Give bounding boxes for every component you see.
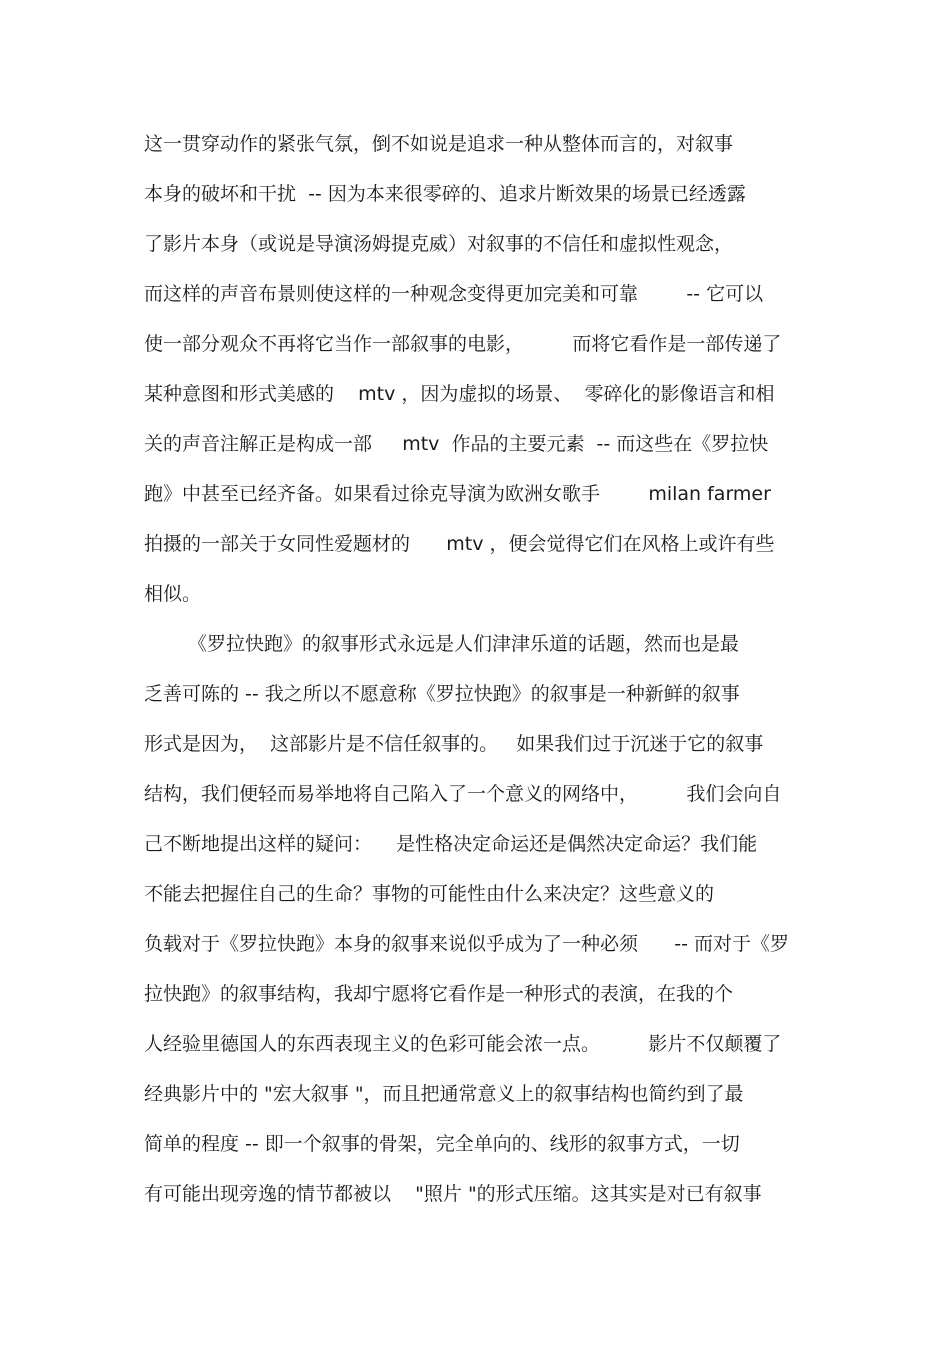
text-line: 有可能出现旁逸的情节都被以 "照片 "的形式压缩。这其实是对已有叙事 bbox=[144, 1183, 762, 1205]
text-line: 形式是因为， 这部影片是不信任叙事的。 如果我们过于沉迷于它的叙事 bbox=[144, 733, 764, 755]
text-line: 而这样的声音布景则使这样的一种观念变得更加完美和可靠 -- 它可以 bbox=[144, 283, 764, 305]
text-line: 简单的程度 -- 即一个叙事的骨架，完全单向的、线形的叙事方式，一切 bbox=[144, 1133, 740, 1155]
text-line: 本身的破坏和干扰 -- 因为本来很零碎的、追求片断效果的场景已经透露 bbox=[144, 183, 746, 205]
text-line: 己不断地提出这样的疑问： 是性格决定命运还是偶然决定命运？我们能 bbox=[144, 833, 758, 855]
text-line: 使一部分观众不再将它当作一部叙事的电影， 而将它看作是一部传递了 bbox=[144, 333, 782, 355]
text-line: 《罗拉快跑》的叙事形式永远是人们津津乐道的话题，然而也是最 bbox=[188, 633, 740, 655]
text-line: 不能去把握住自己的生命？事物的可能性由什么来决定？这些意义的 bbox=[144, 883, 715, 905]
text-line: 人经验里德国人的东西表现主义的色彩可能会浓一点。 影片不仅颠覆了 bbox=[144, 1033, 782, 1055]
text-line: 关的声音注解正是构成一部 mtv 作品的主要元素 -- 而这些在《罗拉快 bbox=[144, 433, 769, 455]
text-line: 乏善可陈的 -- 我之所以不愿意称《罗拉快跑》的叙事是一种新鲜的叙事 bbox=[144, 683, 740, 705]
text-line: 拉快跑》的叙事结构，我却宁愿将它看作是一种形式的表演，在我的个 bbox=[144, 983, 734, 1005]
text-line: 结构，我们便轻而易举地将自己陷入了一个意义的网络中， 我们会向自 bbox=[144, 783, 782, 805]
text-line: 某种意图和形式美感的 mtv ，因为虚拟的场景、 零碎化的影像语言和相 bbox=[144, 383, 775, 405]
text-line: 这一贯穿动作的紧张气氛，倒不如说是追求一种从整体而言的，对叙事 bbox=[144, 133, 734, 155]
text-line: 相似。 bbox=[144, 583, 202, 605]
body-text bbox=[144, 126, 824, 1226]
text-line: 了影片本身（或说是导演汤姆提克威）对叙事的不信任和虚拟性观念， bbox=[144, 233, 734, 255]
text-line: 经典影片中的 "宏大叙事 "，而且把通常意义上的叙事结构也简约到了最 bbox=[144, 1083, 744, 1105]
text-line: 负载对于《罗拉快跑》本身的叙事来说似乎成为了一种必须 -- 而对于《罗 bbox=[144, 933, 789, 955]
text-line: 拍摄的一部关于女同性爱题材的 mtv ，便会觉得它们在风格上或许有些 bbox=[144, 533, 775, 555]
text-line: 跑》中甚至已经齐备。如果看过徐克导演为欧洲女歌手 milan farmer bbox=[144, 483, 771, 505]
